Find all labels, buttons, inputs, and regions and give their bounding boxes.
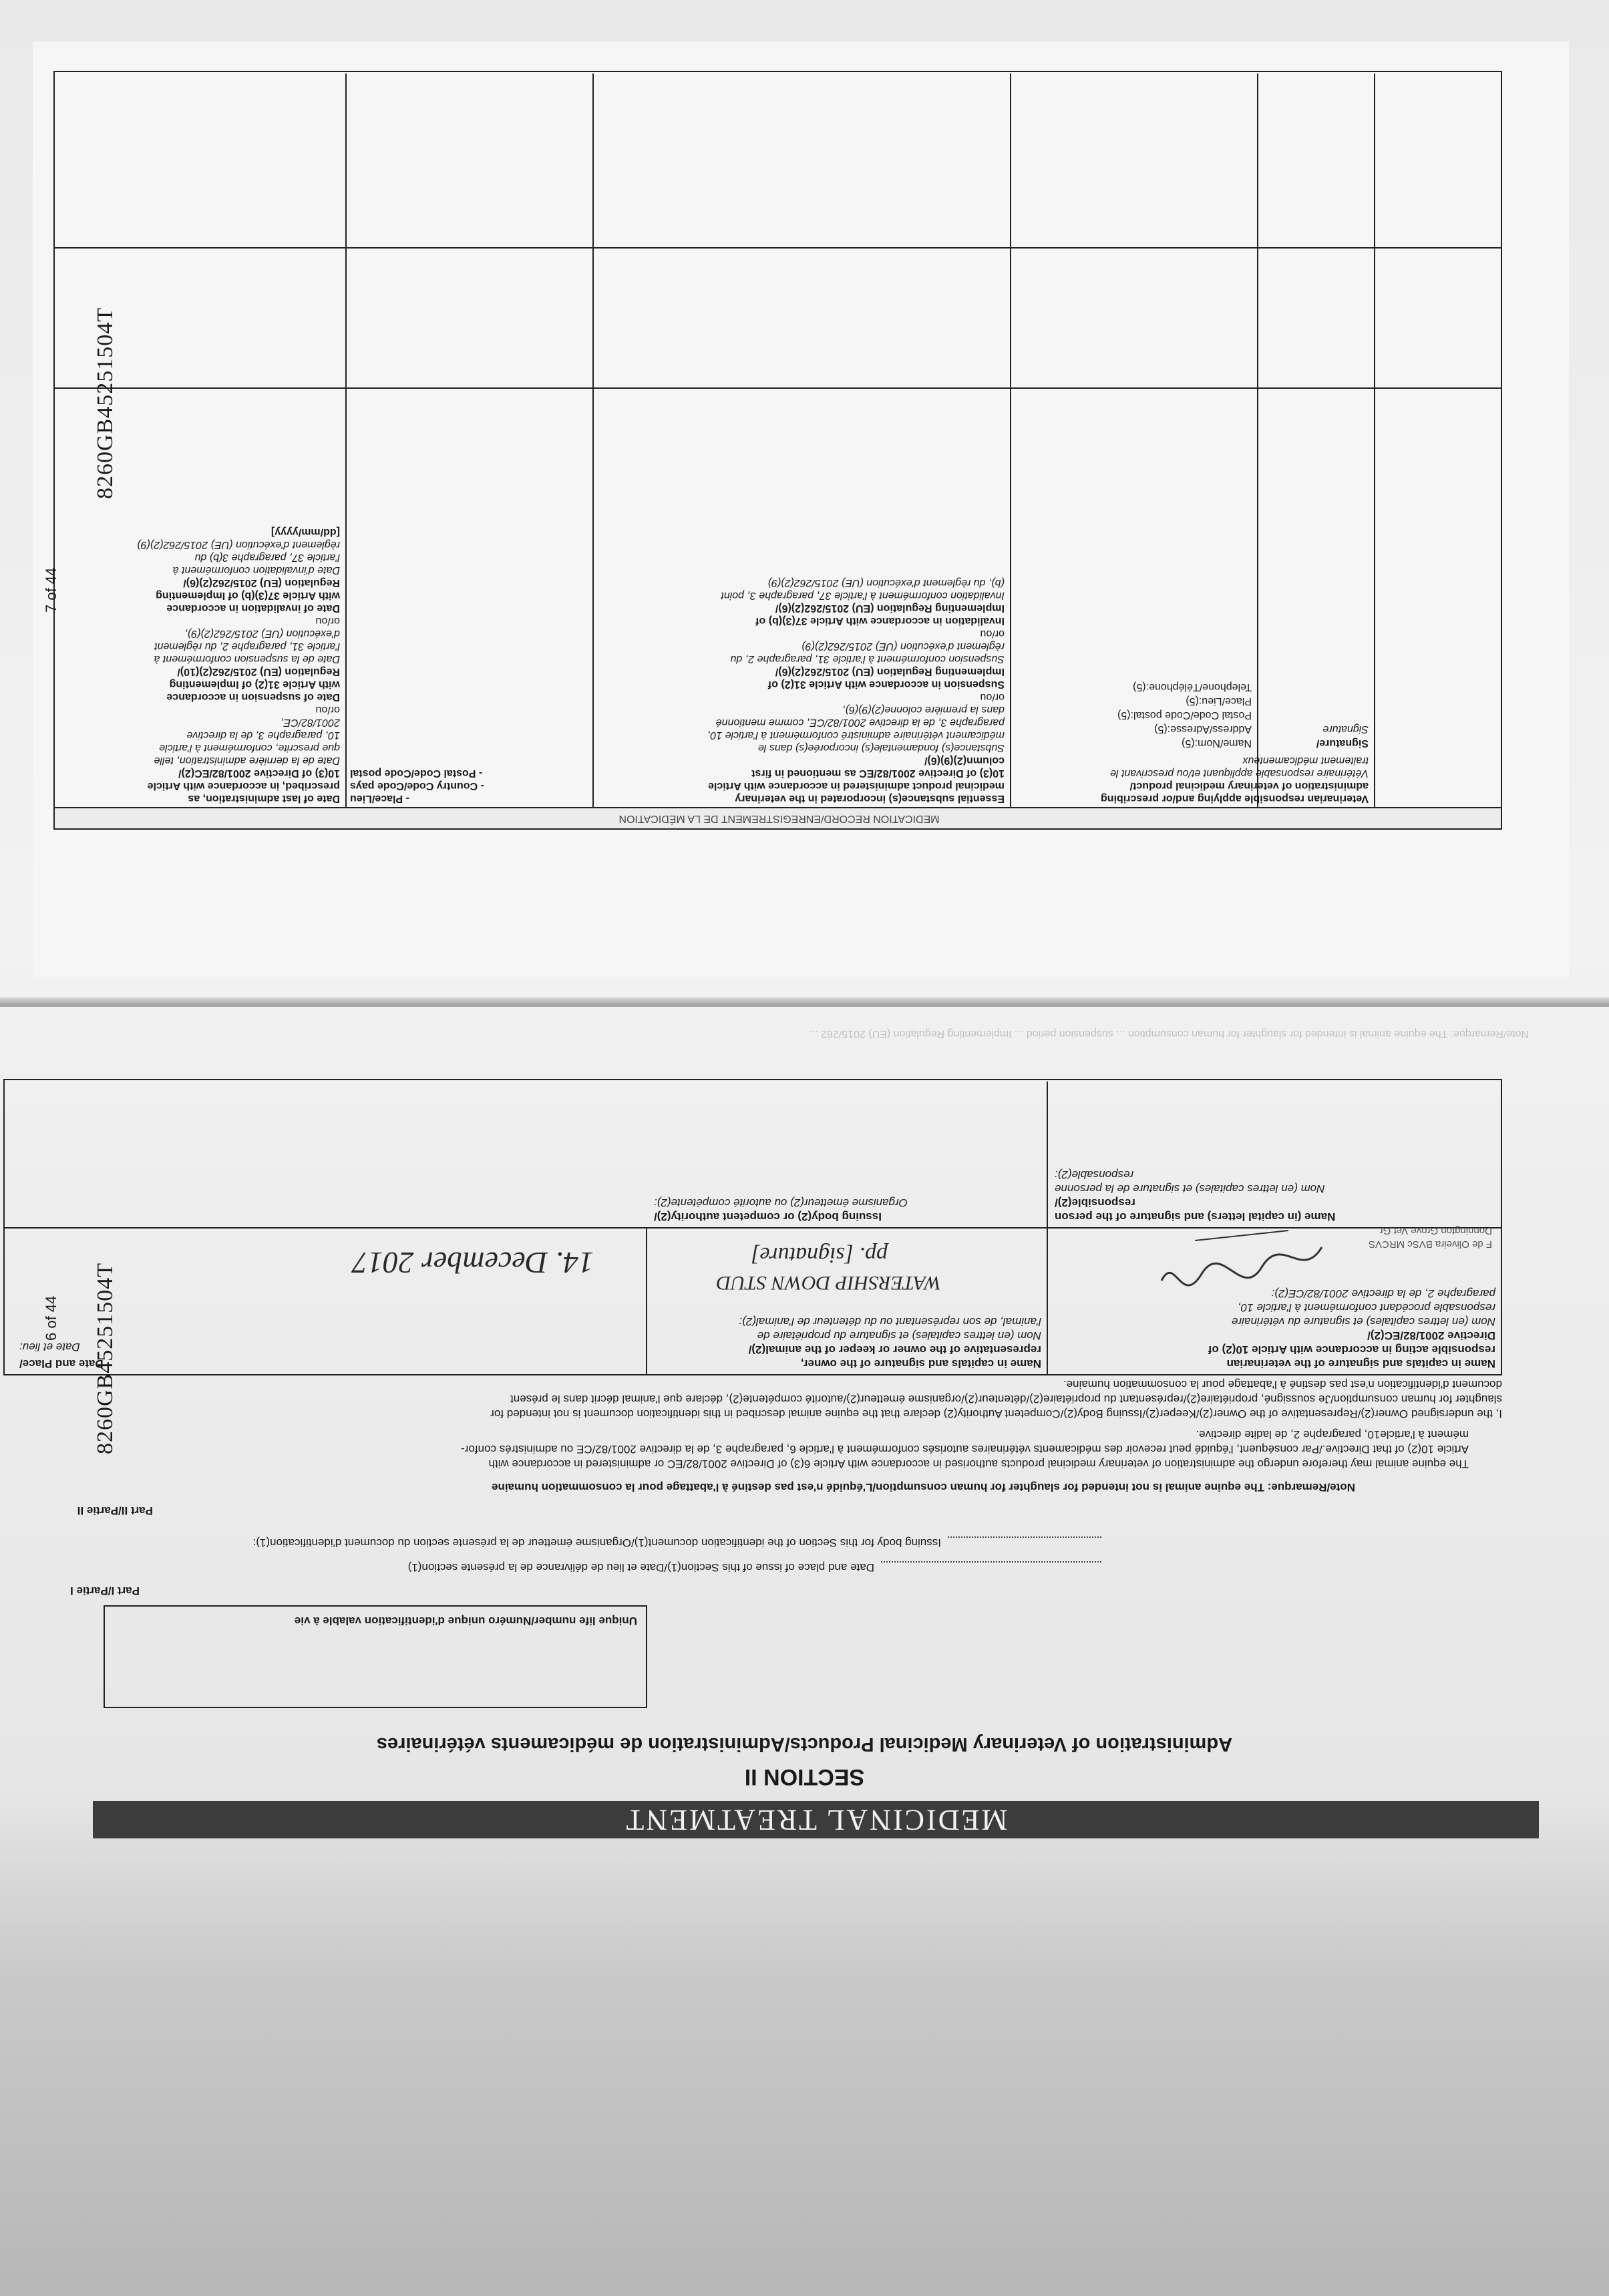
owner-sub-l1: Nom (en lettres capitales) et signature du propriétaire de bbox=[757, 1329, 1041, 1342]
med-header-line: l'article 31, paragraphe 2, du règlement bbox=[154, 641, 340, 652]
med-header-line: medicinal product administered in accordance with Article bbox=[708, 780, 1005, 792]
part1-issuing-body: Issuing body for this Section of the identification document(1)/Organisme émetteur de la présente section du document d'identification(1): bbox=[252, 1536, 941, 1549]
med-header-line: 10(3) of Directive 2001/82/EC as mentioned in first bbox=[751, 768, 1005, 779]
med-col-place-l2: - Country Code/Code pays bbox=[350, 780, 484, 792]
med-header-line: 10, paragraphe 3, de la directive bbox=[186, 729, 340, 741]
part1-date-place: Date and place of issue of this Section(1)/Date et lieu de délivrance de la présente section(1) bbox=[407, 1561, 874, 1574]
med-col-vet-l2: administration of veterinary medicinal product/ bbox=[1129, 780, 1369, 792]
med-header-line: with Article 31(2) of Implementing bbox=[169, 679, 340, 690]
med-header-line: Date d'invalidation conformément à bbox=[172, 564, 340, 576]
med-header-line: Implementing Regulation (EU) 2015/262(2)(6)/ bbox=[775, 666, 1005, 677]
med-header-line: dans la première colonne(2)(9)(6), bbox=[842, 704, 1005, 715]
owner-head-l1: Name in capitals and signature of the owner, bbox=[801, 1357, 1041, 1370]
med-col-date-header bbox=[59, 526, 340, 805]
date-place-sub: Date et lieu: bbox=[19, 1341, 80, 1353]
med-header-line: médicament vétérinaire administré conformément à l'article 10, bbox=[707, 729, 1005, 741]
med-header-line: Date of suspension in accordance bbox=[166, 691, 340, 703]
part1-issuing-body-line bbox=[948, 1536, 1101, 1550]
med-header-line: (b), du règlement d'exécution (UE) 2015/262(2)(9) bbox=[767, 577, 1005, 589]
part2-note: Note/Remarque: The equine animal is not intended for slaughter for human consumption/L'équidé n'est pas destiné à l'abattage pour la consommation humaine bbox=[492, 1481, 1355, 1494]
sign-col-div-2 bbox=[1047, 1082, 1048, 1375]
med-col-signature-l2: Signature bbox=[1322, 723, 1369, 735]
med-header-line: or/ou bbox=[315, 615, 340, 627]
page-number-lower: 6 of 44 bbox=[43, 1295, 59, 1341]
vet-sub-l2: responsable procédant conformément à l'article 10, bbox=[1238, 1301, 1495, 1314]
med-col-vet-l4: traitement médicamenteux bbox=[1242, 755, 1369, 766]
med-header-line: Date of last administration, as bbox=[188, 793, 340, 804]
medication-title: MEDICATION RECORD/ENREGISTREMENT DE LA MÉDICATION bbox=[618, 813, 940, 824]
vet-stamp-l1: F de Oliveira BVSc MRCVS bbox=[1368, 1239, 1492, 1250]
med-header-line: Regulation (EU) 2015/262(2)(10)/ bbox=[177, 666, 340, 677]
med-col-signature-l1: Signature/ bbox=[1316, 737, 1369, 749]
med-col-div-3 bbox=[1010, 73, 1011, 808]
med-header-line: Date de la dernière administration, telle bbox=[154, 755, 340, 766]
part2-para2-l3: document d'identification n'est pas destiné à l'abattage pour la consommation humaine. bbox=[1063, 1378, 1502, 1391]
vet-head-l2: responsible acting in accordance with Article 10(2) of bbox=[1208, 1343, 1495, 1356]
part1-date-place-line bbox=[881, 1561, 1101, 1575]
med-row-div-1 bbox=[55, 387, 1502, 389]
part2-para1-l2: Article 10(2) of that Directive./Par conséquent, l'équidé peut recevoir des médicaments vétérinaires autorisés conformément à l'article 6, paragraphe 3, de la directive 2001/82/CE ou administrés confor- bbox=[461, 1443, 1469, 1456]
med-header-line: que prescrite, conformément à l'article bbox=[159, 742, 340, 754]
serial-number-upper: 8260GB45251504T bbox=[93, 307, 118, 499]
med-header-line: Essential substance(s) incorporated in the veterinary bbox=[735, 793, 1005, 804]
resp-head-l2: responsible(2)/ bbox=[1055, 1196, 1135, 1209]
med-header-line: Implementing Regulation (EU) 2015/262(2)(6)/ bbox=[775, 603, 1005, 614]
medicinal-treatment-banner: MEDICINAL TREATMENT bbox=[93, 1801, 1539, 1838]
med-header-line: Substance(s) fondamentale(s) incorporée(s) dans le bbox=[757, 742, 1005, 754]
handwritten-date: 14. December 2017 bbox=[352, 1246, 594, 1280]
handwritten-owner-name: WATERSHIP DOWN STUD bbox=[716, 1272, 941, 1294]
med-header-line: règlement d'exécution (UE) 2015/262(2)(9) bbox=[801, 641, 1005, 652]
med-col-div-4 bbox=[1257, 73, 1258, 808]
part2-para2-l2: slaughter for human consumption/Je soussigné, propriétaire(2)/représentant du propriétaire(2)/détenteur(2)/organisme émetteur(2)/autorité compétente(2), déclare que l'animal décrit dans le présent bbox=[510, 1393, 1502, 1406]
med-header-line: with Article 37(3)(b) of Implementing bbox=[156, 590, 340, 601]
med-col-place-l3: - Postal Code/Code postal bbox=[350, 768, 483, 779]
med-header-line: Invalidation in accordance with Article 37(3)(b) of bbox=[755, 615, 1005, 627]
med-header-line: or/ou bbox=[980, 628, 1005, 639]
issuing-body-head: Issuing body(2) or competent authority(2)/ bbox=[654, 1210, 882, 1223]
owner-head-l2: representative of the owner or keeper of the animal(2)/ bbox=[748, 1343, 1041, 1356]
serial-number-lower: 8260GB45251504T bbox=[93, 1263, 118, 1454]
med-col-vet-l3: Vétérinaire responsable appliquant et/ou prescrivant le bbox=[1110, 768, 1369, 779]
med-row-div-2 bbox=[55, 247, 1502, 249]
resp-sub-l2: responsable(2): bbox=[1055, 1168, 1134, 1181]
med-header-line: Suspension conformément à l'article 31, paragraphe 2, du bbox=[730, 653, 1005, 665]
med-col-div-5 bbox=[1374, 73, 1375, 808]
med-header-line: règlement d'exécution (UE) 2015/262(2)(9) bbox=[137, 539, 340, 550]
med-header-line: 2001/82/CE, bbox=[281, 717, 340, 728]
spine-shadow bbox=[0, 997, 1609, 1007]
med-header-line: 10(3) of Directive 2001/82/EC(2)/ bbox=[178, 768, 340, 779]
med-header-line: or/ou bbox=[980, 691, 1005, 703]
date-place-head: Date and Place/ bbox=[19, 1357, 104, 1370]
med-header-line: prescribed, in accordance with Article bbox=[147, 780, 340, 792]
med-header-line: Suspension in accordance with Article 31(2) of bbox=[767, 679, 1005, 690]
page-number-upper: 7 of 44 bbox=[43, 567, 59, 613]
med-col-vet-telephone: Telephone/Téléphone:(5) bbox=[1133, 681, 1252, 693]
med-col-div-2 bbox=[592, 73, 594, 808]
section-heading: SECTION II bbox=[744, 1764, 865, 1790]
vet-sub-l3: paragraphe 2, de la directive 2001/82/CE(2): bbox=[1271, 1287, 1495, 1300]
vet-head-l3: Directive 2001/82/EC(2)/ bbox=[1367, 1329, 1495, 1342]
med-header-line: [dd/mm/yyyy] bbox=[271, 526, 340, 538]
med-header-line: or/ou bbox=[315, 704, 340, 715]
med-header-line: Regulation (EU) 2015/262(2)(6)/ bbox=[183, 577, 340, 589]
part2-para2-l1: I, the undersigned Owner(2)/Representative of the Owner(2)/Keeper(2)/Issuing Body(2)/Competent Authority(2) declare that the equine animal described in this identification document is not intended for bbox=[490, 1408, 1502, 1420]
med-col-div-1 bbox=[345, 73, 347, 808]
unique-life-number-label: Unique life number/Numéro unique d'identification valable à vie bbox=[294, 1615, 637, 1627]
faint-bleedthrough: Note/Remarque: The equine animal is intended for slaughter for human consumption ... suspension period ... Implementing Regulation (EU) 2015/262 ... bbox=[809, 1028, 1529, 1039]
med-header-line: Date of invalidation in accordance bbox=[166, 603, 340, 614]
med-header-line: Date de la suspension conformément à bbox=[154, 653, 340, 665]
vet-head-l1: Name in capitals and signature of the veterinarian bbox=[1226, 1357, 1495, 1370]
vet-sub-l1: Nom (en lettres capitales) et signature du vétérinaire bbox=[1232, 1315, 1495, 1328]
med-header-line: l'article 37, paragraphe 3(b) du bbox=[194, 552, 340, 563]
part2-para1-l3: mément à l'article10, paragraphe 2, de ladite directive. bbox=[1196, 1428, 1469, 1441]
med-col-vet-address: Address/Adresse:(5) bbox=[1154, 723, 1252, 735]
med-header-line: paragraphe 3, de la directive 2001/82/CE, comme mentionné bbox=[715, 717, 1005, 728]
med-col-vet-name: Name/Nom:(5) bbox=[1182, 737, 1252, 749]
issuing-body-sub: Organisme émetteur(2) ou autorité compétente(2): bbox=[654, 1196, 908, 1209]
part2-para1-l1: The equine animal may therefore undergo the administration of veterinary medicinal products authorised in accordance with Article 6(3) of Directive 2001/82/EC or administered in accordance with bbox=[488, 1458, 1469, 1470]
vet-stamp-l2: Donnington Grove Vet Gr bbox=[1379, 1225, 1492, 1237]
owner-sub-l2: l'animal, de son représentant ou du détenteur de l'animal(2): bbox=[739, 1315, 1041, 1328]
med-header-line: column(2)(9)(6)/ bbox=[924, 755, 1005, 766]
resp-head-l1: Name (in capital letters) and signature of the person bbox=[1055, 1210, 1336, 1223]
part1-heading: Part I/Partie I bbox=[70, 1585, 140, 1597]
section-subtitle: Administration of Veterinary Medicinal Products/Administration de médicaments vétérinaires bbox=[376, 1734, 1233, 1755]
med-col-place-l1: - Place/Lieu bbox=[350, 793, 409, 804]
med-col-vet-place: Place/Lieu:(5) bbox=[1186, 695, 1252, 707]
part2-heading: Part II/Partie II bbox=[77, 1504, 153, 1517]
med-header-line: d'exécution (UE) 2015/262(2)(9), bbox=[184, 628, 340, 639]
handwritten-owner-signature: pp. [signature] bbox=[751, 1243, 888, 1267]
med-col-vet-l1: Veterinarian responsible applying and/or prescribing bbox=[1101, 793, 1369, 804]
med-header-line: Invalidation conformément à l'article 37, paragraphe 3, point bbox=[721, 590, 1005, 601]
med-col-vet-postal: Postal Code/Code postal:(5) bbox=[1117, 709, 1252, 721]
resp-sub-l1: Nom (en lettres capitales) et signature de la personne bbox=[1055, 1182, 1325, 1195]
